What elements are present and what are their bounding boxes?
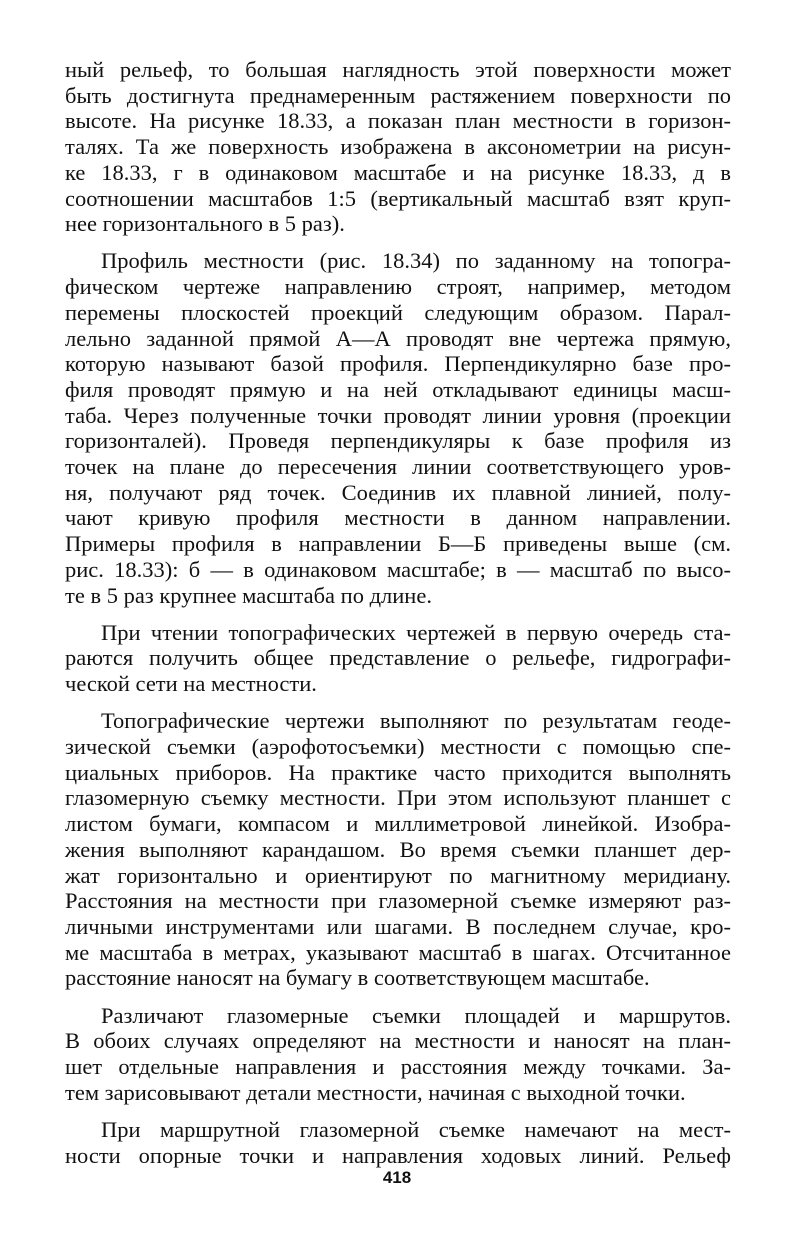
text-line: филя проводят прямую и на ней откладывают единицы масш- xyxy=(65,376,731,402)
text-line: те в 5 раз крупнее масштаба по длине. xyxy=(65,582,432,608)
text-line: циальных приборов. На практике часто приходится выполнять xyxy=(65,759,731,785)
text-line: В обоих случаях определяют на местности и наносят на план- xyxy=(65,1028,731,1054)
text-line: рис. 18.33): б — в одинаковом масштабе; в — масштаб по высо- xyxy=(65,556,731,582)
paragraph xyxy=(65,1117,731,1168)
text-line: быть достигнута преднамеренным растяжением поверхности по xyxy=(65,82,731,108)
paragraph xyxy=(65,57,731,237)
text-line: зической съемки (аэрофотосъемки) местности с помощью спе- xyxy=(65,734,731,760)
text-line: личными инструментами или шагами. В последнем случае, кро- xyxy=(65,914,731,939)
text-line: ческой сети на местности. xyxy=(65,671,317,697)
paragraph xyxy=(65,248,731,608)
text-line: высоте. На рисунке 18.33, а показан план местности в горизон- xyxy=(65,108,731,134)
text-line: глазомерную съемку местности. При этом используют планшет с xyxy=(65,785,731,811)
page-body xyxy=(65,57,731,1180)
text-line: которую называют базой профиля. Перпендикулярно базе про- xyxy=(65,351,731,377)
text-line: перемены плоскостей проекций следующим образом. Парал- xyxy=(65,299,731,325)
text-line: раются получить общее представление о рельефе, гидрографи- xyxy=(65,645,731,671)
text-line: тем зарисовывают детали местности, начиная с выходной точки. xyxy=(65,1079,686,1105)
text-line: горизонталей). Проведя перпендикуляры к базе профиля из xyxy=(65,428,731,454)
text-line: ме масштаба в метрах, указывают масштаб в шагах. Отсчитанное xyxy=(65,939,731,965)
page-number: 418 xyxy=(382,1168,412,1187)
text-line: лельно заданной прямой А—А проводят вне чертежа прямую, xyxy=(65,325,731,351)
text-line: таба. Через полученные точки проводят линии уровня (проекции xyxy=(65,402,731,428)
text-line: Расстояния на местности при глазомерной съемке измеряют раз- xyxy=(65,888,731,914)
text-line: жат горизонтально и ориентируют по магнитному меридиану. xyxy=(65,862,731,888)
text-line: жения выполняют карандашом. Во время съемки планшет дер- xyxy=(65,836,731,862)
text-line: точек на плане до пересечения линии соответствующего уров- xyxy=(65,454,731,480)
text-line: соотношении масштабов 1:5 (вертикальный масштаб взят круп- xyxy=(65,185,731,211)
text-line: фическом чертеже направлению строят, например, методом xyxy=(65,274,731,300)
paragraph xyxy=(65,708,731,991)
text-line: Топографические чертежи выполняют по результатам геоде- xyxy=(101,708,731,734)
text-line: Примеры профиля в направлении Б—Б приведены выше (см. xyxy=(65,531,731,557)
text-line: чают кривую профиля местности в данном направлении. xyxy=(65,505,731,531)
paragraph xyxy=(65,620,731,697)
text-line: ке 18.33, г в одинаковом масштабе и на рисунке 18.33, д в xyxy=(65,159,731,185)
text-line: При чтении топографических чертежей в первую очередь ста- xyxy=(101,619,731,645)
text-line: нее горизонтального в 5 раз). xyxy=(65,211,345,237)
text-line: ности опорные точки и направления ходовых линий. Рельеф xyxy=(65,1142,731,1168)
text-line: Различают глазомерные съемки площадей и маршрутов. xyxy=(101,1002,731,1028)
text-line: шет отдельные направления и расстояния между точками. За- xyxy=(65,1054,731,1080)
text-line: ный рельеф, то большая наглядность этой поверхности может xyxy=(65,57,731,82)
text-line: Профиль местности (рис. 18.34) по заданному на топогра- xyxy=(101,248,731,274)
paragraph xyxy=(65,1003,731,1106)
text-line: талях. Та же поверхность изображена в аксонометрии на рисун- xyxy=(65,134,731,160)
text-line: расстояние наносят на бумагу в соответствующем масштабе. xyxy=(65,965,650,991)
text-line: ня, получают ряд точек. Соединив их плавной линией, полу- xyxy=(65,479,731,505)
text-line: При маршрутной глазомерной съемке намечают на мест- xyxy=(101,1116,731,1142)
text-line: листом бумаги, компасом и миллиметровой линейкой. Изобра- xyxy=(65,811,731,837)
